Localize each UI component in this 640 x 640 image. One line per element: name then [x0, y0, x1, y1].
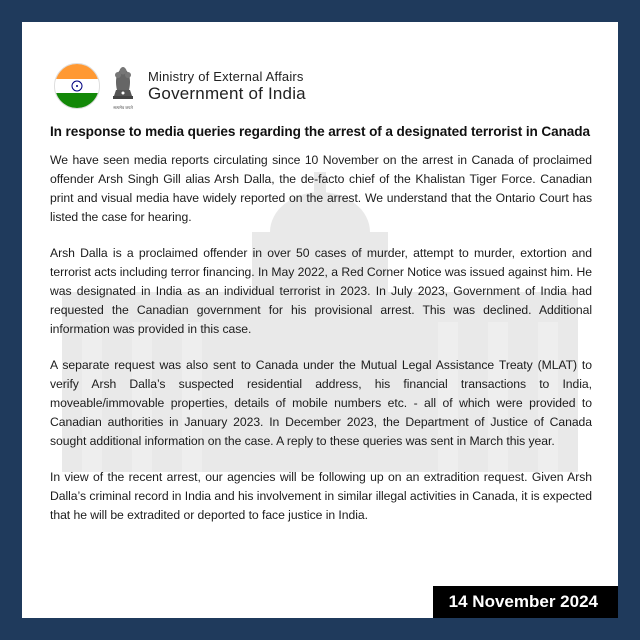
paragraph: A separate request was also sent to Canada under the Mutual Legal Assistance Treaty (MLAT) to verify Arsh Dalla’s suspected residential address, his financial transactions to India, moveable/immovable properties, details of mobile numbers etc. - all of which were provided to Canadian authorities in January 2023. In December 2023, the Department of Justice of Canada sought additional information on the case. A reply to these queries was sent in March this year.: [50, 358, 592, 448]
paragraph: In view of the recent arrest, our agencies will be following up on an extradition request. Given Arsh Dalla’s criminal record in India and his involvement in similar illegal activities in Canada, it is expected that he will be extradited or deported to face justice in India.: [50, 470, 592, 522]
ministry-line2: Government of India: [148, 83, 306, 103]
headline: In response to media queries regarding the arrest of a designated terrorist in Canada: [50, 124, 590, 139]
paragraph: Arsh Dalla is a proclaimed offender in over 50 cases of murder, attempt to murder, extortion and terrorist acts including terror financing. In May 2022, a Red Corner Notice was issued against him. He was designated in India as an individual terrorist in 2023. In July 2023, Government of India had requested the Canadian government for his provisional arrest. This was declined. Additional information was provided in this case.: [50, 246, 592, 336]
lion-capital-emblem-icon: [108, 62, 138, 106]
emblem-motto: सत्यमेव जयते: [113, 105, 133, 110]
state-emblem: [108, 62, 138, 110]
india-flag-icon: [54, 63, 100, 109]
press-release-body: [50, 124, 592, 542]
paragraph: We have seen media reports circulating since 10 November on the arrest in Canada of proclaimed offender Arsh Singh Gill alias Arsh Dalla, the de-facto chief of the Khalistan Tiger Force. Canadian print and visual media have widely reported on the arrest. We understand that the Ontario Court has listed the case for hearing.: [50, 153, 592, 224]
press-release-card: [22, 22, 618, 618]
ministry-name: [148, 69, 306, 104]
ministry-header: [54, 60, 306, 112]
ministry-line1: Ministry of External Affairs: [148, 68, 304, 84]
date-badge: 14 November 2024: [433, 586, 618, 618]
